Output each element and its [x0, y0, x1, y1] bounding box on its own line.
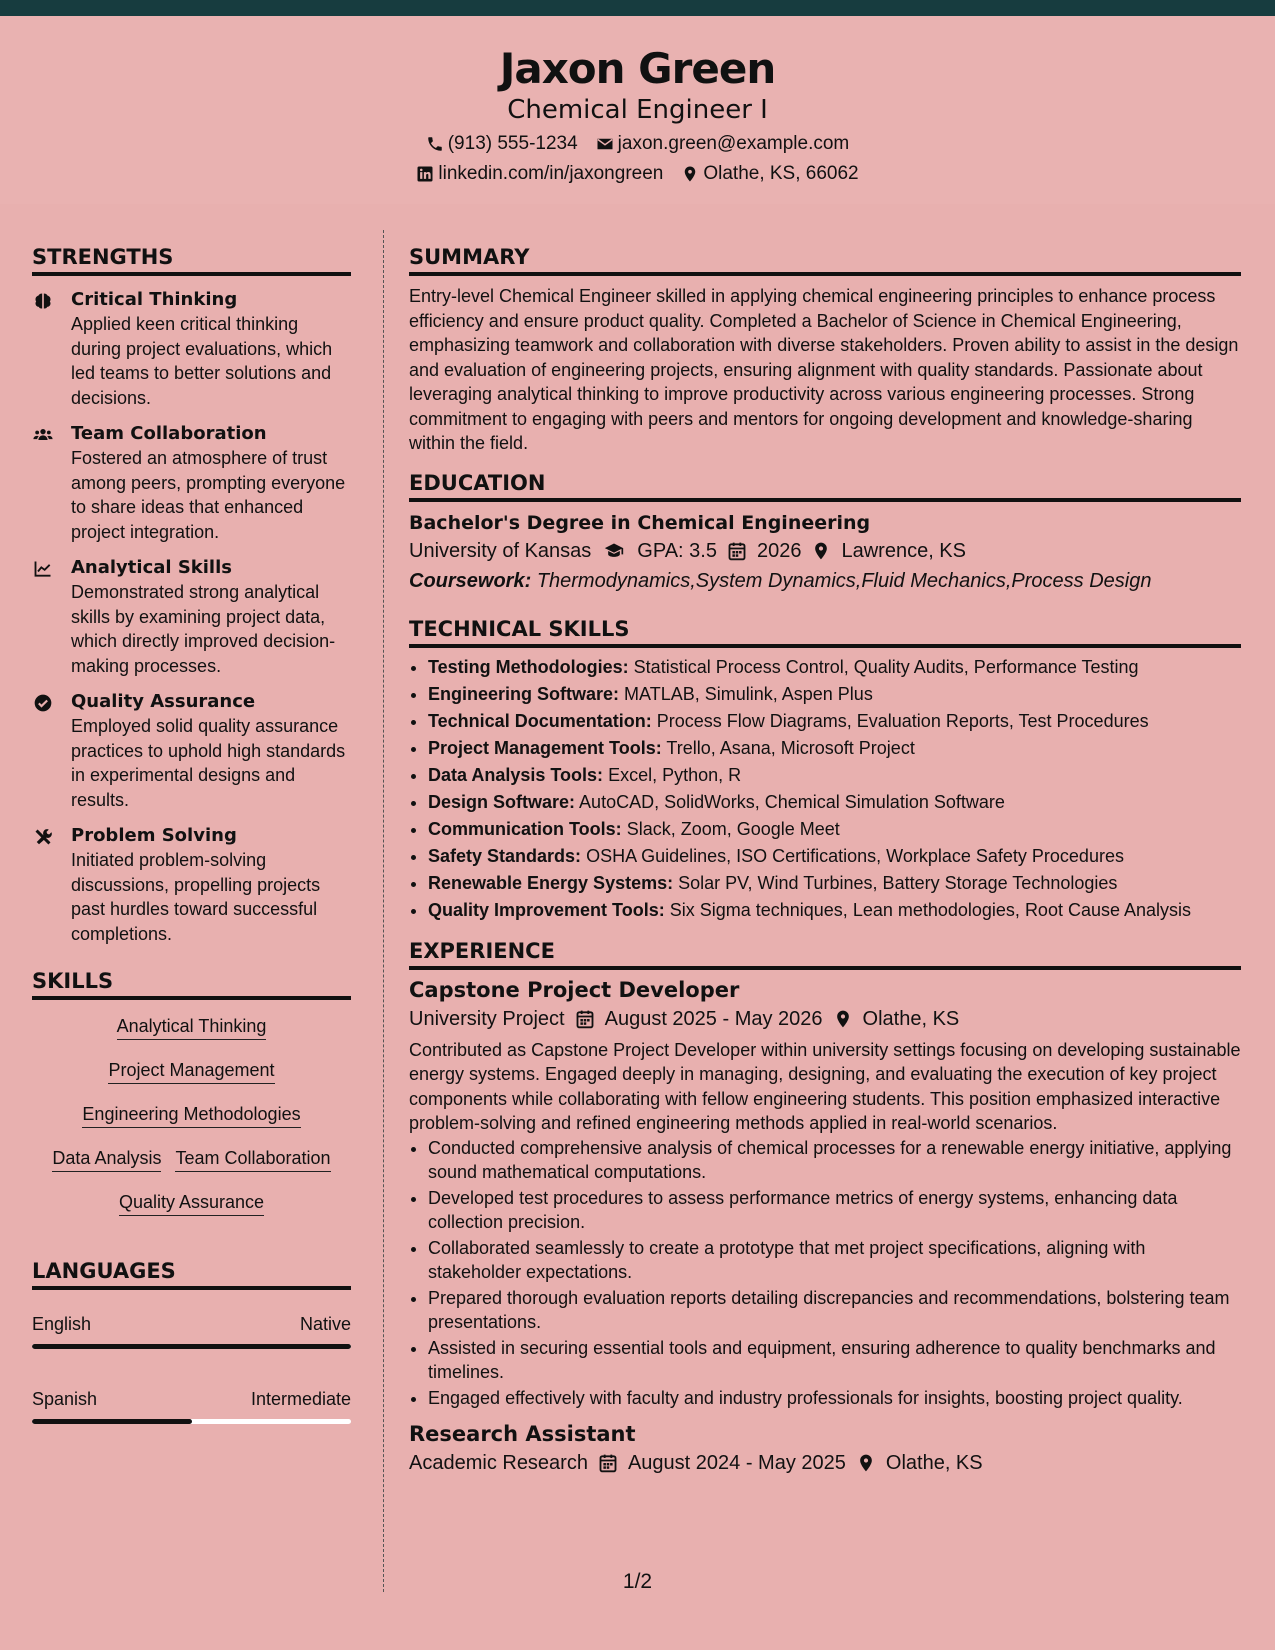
gpa-text: GPA: 3.5 [637, 539, 717, 562]
job-title: Research Assistant [409, 1422, 636, 1446]
map-pin-icon [811, 541, 831, 561]
linkedin-icon [416, 165, 434, 183]
skill-category: Testing Methodologies: [428, 656, 629, 677]
skill-category: Engineering Software: [428, 683, 620, 704]
school-name: University of Kansas [409, 539, 592, 562]
list-item [428, 870, 1241, 897]
page-number: 1/2 [622, 1570, 653, 1593]
list-item [428, 762, 1241, 789]
job-location: Olathe, KS [862, 1007, 960, 1030]
skill-values: OSHA Guidelines, ISO Certifications, Workplace Safety Procedures [586, 845, 1124, 866]
contact-row-1 [0, 132, 1275, 156]
location-text: Olathe, KS, 66062 [703, 163, 859, 184]
strength-item [32, 690, 351, 812]
strength-desc: Employed solid quality assurance practices to uphold high standards in experimental designs and results. [71, 716, 346, 810]
language-level: Intermediate [250, 1389, 351, 1409]
language-proficiency-bar [32, 1344, 351, 1349]
candidate-title: Chemical Engineer I [507, 95, 768, 125]
left-column [32, 242, 351, 1424]
chart-line-icon [32, 559, 54, 579]
skill-category: Project Management Tools: [428, 737, 662, 758]
list-item [428, 654, 1241, 681]
list-item: • Developed test procedures to assess performance metrics of energy systems, enhancing data collection precision. [428, 1186, 1241, 1235]
skill-values: Trello, Asana, Microsoft Project [666, 737, 915, 758]
job-meta [409, 1448, 1241, 1478]
education-heading: EDUCATION [409, 468, 1241, 502]
strength-item [32, 824, 351, 946]
skill-tag: Project Management [108, 1058, 274, 1084]
tools-icon [32, 827, 54, 847]
technical-skills-heading: TECHNICAL SKILLS [409, 614, 1241, 648]
strength-item [32, 556, 351, 678]
skill-category: Quality Improvement Tools: [428, 899, 665, 920]
column-divider [383, 230, 384, 1592]
summary-heading: SUMMARY [409, 242, 1241, 276]
linkedin-text: linkedin.com/in/jaxongreen [438, 163, 664, 184]
school-location: Lawrence, KS [841, 539, 966, 562]
skill-tag: Quality Assurance [119, 1190, 264, 1216]
phone-contact[interactable] [426, 132, 578, 156]
job-title: Capstone Project Developer [409, 977, 740, 1002]
skill-values: Slack, Zoom, Google Meet [626, 818, 840, 839]
language-proficiency-fill [32, 1419, 192, 1424]
skill-category: Renewable Energy Systems: [428, 872, 674, 893]
strength-desc: Applied keen critical thinking during project evaluations, which led teams to better solutions and decisions. [71, 314, 333, 408]
skill-values: Solar PV, Wind Turbines, Battery Storage Technologies [678, 872, 1118, 893]
right-column [409, 242, 1241, 1478]
skill-values: Process Flow Diagrams, Evaluation Reports, Test Procedures [656, 710, 1149, 731]
skill-values: AutoCAD, SolidWorks, Chemical Simulation Software [579, 791, 1005, 812]
skill-category: Communication Tools: [428, 818, 622, 839]
language-item [32, 1312, 351, 1349]
language-name: English [32, 1314, 92, 1334]
skill-tag: Data Analysis [52, 1146, 161, 1172]
contact-row-2 [0, 162, 1275, 186]
phone-icon [426, 135, 444, 153]
skill-tag: Team Collaboration [175, 1146, 330, 1172]
skill-tag: Analytical Thinking [117, 1014, 267, 1040]
calendar-icon [575, 1009, 595, 1029]
graduation-year: 2026 [756, 539, 802, 562]
list-item [428, 681, 1241, 708]
email-text: jaxon.green@example.com [617, 133, 850, 154]
education-meta [409, 536, 1241, 566]
coursework-list: Thermodynamics,System Dynamics,Fluid Mechanics,Process Design [536, 569, 1152, 592]
strength-title: Analytical Skills [71, 557, 232, 578]
graduation-cap-icon [601, 541, 627, 561]
skills-list [32, 1014, 351, 1216]
strength-desc: Demonstrated strong analytical skills by examining project data, which directly improved decision-making processes. [71, 582, 336, 676]
skill-category: Design Software: [428, 791, 576, 812]
users-icon [32, 425, 54, 445]
list-item [428, 843, 1241, 870]
experience-heading: EXPERIENCE [409, 936, 1241, 970]
map-pin-icon [856, 1453, 876, 1473]
skill-values: Excel, Python, R [608, 764, 742, 785]
skill-category: Data Analysis Tools: [428, 764, 604, 785]
technical-skills-list [409, 654, 1241, 924]
strength-title: Problem Solving [71, 825, 237, 846]
map-pin-icon [681, 165, 699, 183]
list-item: • Engaged effectively with faculty and industry professionals for insights, boosting project quality. [428, 1386, 1241, 1411]
strength-desc: Initiated problem-solving discussions, propelling projects past hurdles toward successful completions. [71, 850, 321, 944]
job-org: Academic Research [409, 1452, 588, 1474]
skills-heading: SKILLS [32, 966, 351, 1000]
job-location: Olathe, KS [885, 1452, 983, 1474]
job-dates: August 2025 - May 2026 [604, 1007, 823, 1030]
language-proficiency-fill [32, 1344, 351, 1349]
location-contact [681, 162, 858, 186]
skill-category: Safety Standards: [428, 845, 582, 866]
language-proficiency-bar [32, 1419, 351, 1424]
list-item: • Conducted comprehensive analysis of chemical processes for a renewable energy initiative, applying sound mathematical computations. [428, 1136, 1241, 1185]
coursework-line [409, 566, 1241, 596]
top-color-bar [0, 0, 1275, 16]
list-item: • Prepared thorough evaluation reports detailing discrepancies and recommendations, bolstering team presentations. [428, 1286, 1241, 1335]
skill-tag: Engineering Methodologies [82, 1102, 300, 1128]
strength-desc: Fostered an atmosphere of trust among peers, prompting everyone to share ideas that enhanced project integration. [71, 448, 346, 542]
calendar-icon [727, 541, 747, 561]
list-item: • Assisted in securing essential tools and equipment, ensuring adherence to quality benchmarks and timelines. [428, 1336, 1241, 1385]
brain-icon [32, 291, 54, 311]
strength-item [32, 422, 351, 544]
job-description: Contributed as Capstone Project Developer within university settings focusing on developing sustainable energy systems. Engaged deeply in managing, designing, and evaluating the execution of key project components while collaborating with fellow engineering students. This position emphasized interactive problem-solving and refined engineering methods applied in real-world scenarios. [409, 1039, 1241, 1133]
list-item [428, 789, 1241, 816]
check-circle-icon [32, 693, 54, 713]
envelope-icon [596, 135, 614, 153]
skill-category: Technical Documentation: [428, 710, 652, 731]
list-item [428, 816, 1241, 843]
summary-text: Entry-level Chemical Engineer skilled in applying chemical engineering principles to enhance process efficiency and ensure product quality. Completed a Bachelor of Science in Chemical Engineering, emphasizing teamwork and collaboration with diverse stakeholders. Proven ability to assist in the design and evaluation of engineering projects, ensuring alignment with quality standards. Passionate about leveraging analytical thinking to improve productivity across various engineering processes. Strong commitment to engaging with peers and mentors for ongoing development and knowledge-sharing within the field. [409, 286, 1239, 453]
degree-title: Bachelor's Degree in Chemical Engineering [409, 511, 871, 534]
skill-values: Six Sigma techniques, Lean methodologies, Root Cause Analysis [669, 899, 1192, 920]
candidate-name: Jaxon Green [499, 44, 776, 93]
job-org: University Project [409, 1007, 565, 1030]
phone-text: (913) 555-1234 [447, 133, 578, 154]
list-item [428, 735, 1241, 762]
email-contact[interactable] [596, 132, 850, 156]
job-bullets [409, 1136, 1241, 1411]
skill-values: Statistical Process Control, Quality Audits, Performance Testing [633, 656, 1139, 677]
list-item: • Collaborated seamlessly to create a prototype that met project specifications, aligning with stakeholder expectations. [428, 1236, 1241, 1285]
job-dates: August 2024 - May 2025 [627, 1452, 846, 1474]
language-name: Spanish [32, 1389, 98, 1409]
strength-title: Team Collaboration [71, 423, 267, 444]
calendar-icon [598, 1453, 618, 1473]
list-item [428, 897, 1241, 924]
languages-heading: LANGUAGES [32, 1256, 351, 1290]
linkedin-contact[interactable] [416, 162, 663, 186]
strengths-heading: STRENGTHS [32, 242, 351, 276]
language-item [32, 1387, 351, 1424]
job-meta [409, 1004, 1241, 1034]
strength-item [32, 288, 351, 410]
skill-values: MATLAB, Simulink, Aspen Plus [624, 683, 873, 704]
map-pin-icon [833, 1009, 853, 1029]
strength-title: Critical Thinking [71, 289, 238, 310]
resume-header [0, 16, 1275, 204]
list-item [428, 708, 1241, 735]
coursework-label: Coursework: [409, 569, 532, 592]
strength-title: Quality Assurance [71, 691, 256, 712]
language-level: Native [299, 1314, 351, 1334]
